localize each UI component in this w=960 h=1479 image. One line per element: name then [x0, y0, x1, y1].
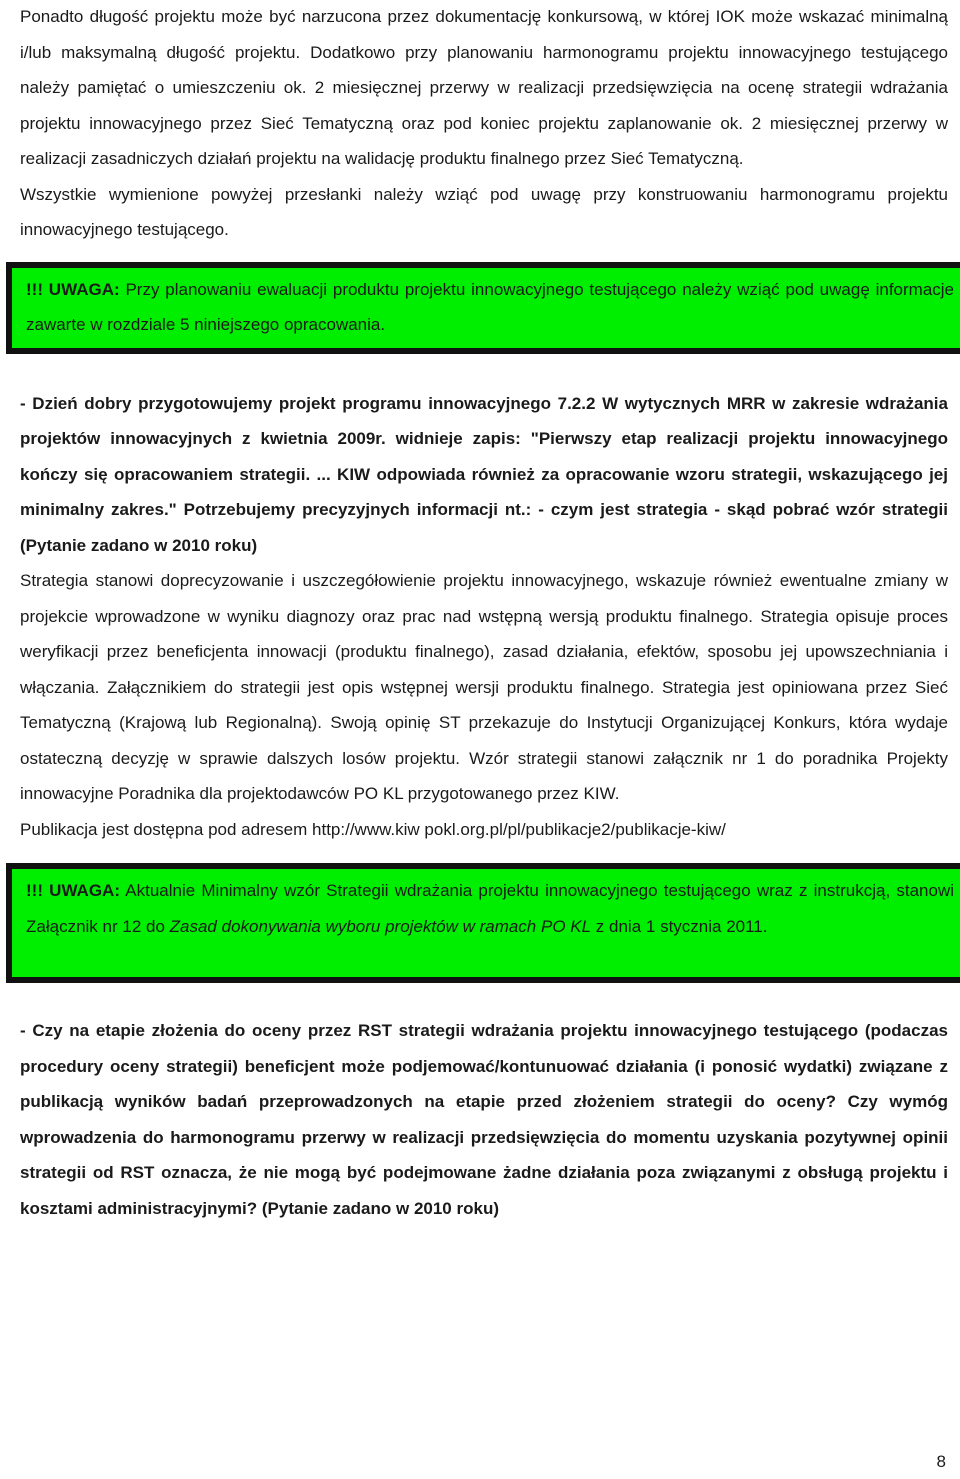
warning-2-body-start: Aktualnie Minimalny wzór Strategii wdrażania projektu innowacyjnego testującego wraz z instrukcją, stanowi Załącznik nr 12 do	[26, 881, 955, 936]
intro-paragraph-2: Wszystkie wymienione powyżej przesłanki należy wziąć pod uwagę przy konstruowaniu harmonogramu projektu innowacyjnego testującego.	[20, 184, 948, 239]
warning-1-label: !!! UWAGA:	[26, 279, 120, 299]
qa2-question: - Czy na etapie złożenia do oceny przez RST strategii wdrażania projektu innowacyjnego testującego (podaczas procedury oceny strategii) beneficjent może podjemować/kontunuować działania (i ponosić wydatki) związane z publikacją wyników badań przeprowadzonych na etapie przed złożeniem strategii do oceny? Czy wymóg wprowadzenia do harmonogramu przerwy w realizacji przedsięwzięcia do momentu uzyskania pozytywnej opinii strategii od RST oznacza, że nie mogą być podejmowane żadne działania poza związanymi z obsługą projektu i kosztami administracyjnymi? (Pytanie zadano w 2010 roku)	[20, 1021, 948, 1218]
document-page	[20, 0, 955, 1226]
page-number: 8	[936, 1452, 946, 1471]
warning-box-2	[6, 863, 960, 983]
warning-2-italic-title: Zasad dokonywania wyboru projektów w ramach PO KL	[169, 916, 592, 936]
warning-2-body-end: z dnia 1 stycznia 2011.	[591, 916, 768, 936]
warning-2-text	[26, 873, 954, 944]
qa1-answer: Strategia stanowi doprecyzowanie i uszczegółowienie projektu innowacyjnego, wskazuje również ewentualne zmiany w projekcie wprowadzone w wyniku diagnozy oraz prac nad wstępną wersją produktu finalnego. Strategia opisuje proces weryfikacji przez beneficjenta innowacji (produktu finalnego), zasad działania, efektów, sposobu jej upowszechniania i włączania. Załącznikiem do strategii jest opis wstępnej wersji produktu finalnego. Strategia jest opiniowana przez Sieć Tematyczną (Krajową lub Regionalną). Swoją opinię ST przekazuje do Instytucji Organizującej Konkurs, która wydaje ostateczną decyzję w sprawie dalszych losów projektu. Wzór strategii stanowi załącznik nr 1 do poradnika Projekty innowacyjne Poradnika dla projektodawców PO KL przygotowanego przez KIW.	[20, 571, 948, 803]
warning-1-body: Przy planowaniu ewaluacji produktu projektu innowacyjnego testującego należy wziąć pod uwagę informacje zawarte w rozdziale 5 niniejszego opracowania.	[26, 279, 955, 334]
warning-2-label: !!! UWAGA:	[26, 881, 120, 900]
qa1-publication: Publikacja jest dostępna pod adresem http://www.kiw pokl.org.pl/pl/publikacje2/publikacje-kiw/	[20, 819, 726, 839]
warning-box-1	[6, 262, 960, 354]
qa1-question: - Dzień dobry przygotowujemy projekt programu innowacyjnego 7.2.2 W wytycznych MRR w zakresie wdrażania projektów innowacyjnych z kwietnia 2009r. widnieje zapis: "Pierwszy etap realizacji projektu innowacyjnego kończy się opracowaniem strategii. ... KIW odpowiada również za opracowanie wzoru strategii, wskazującego jej minimalny zakres." Potrzebujemy precyzyjnych informacji nt.: - czym jest strategia - skąd pobrać wzór strategii (Pytanie zadano w 2010 roku)	[20, 393, 948, 555]
warning-1-text	[26, 272, 954, 343]
intro-paragraph-1: Ponadto długość projektu może być narzucona przez dokumentację konkursową, w której IOK może wskazać minimalną i/lub maksymalną długość projektu. Dodatkowo przy planowaniu harmonogramu projektu innowacyjnego testującego należy pamiętać o umieszczeniu ok. 2 miesięcznej przerwy w realizacji przedsięwzięcia na ocenę strategii wdrażania projektu innowacyjnego przez Sieć Tematyczną oraz pod koniec projektu zaplanowanie ok. 2 miesięcznej przerwy w realizacji zasadniczych działań projektu na walidację produktu finalnego przez Sieć Tematyczną.	[20, 7, 948, 168]
